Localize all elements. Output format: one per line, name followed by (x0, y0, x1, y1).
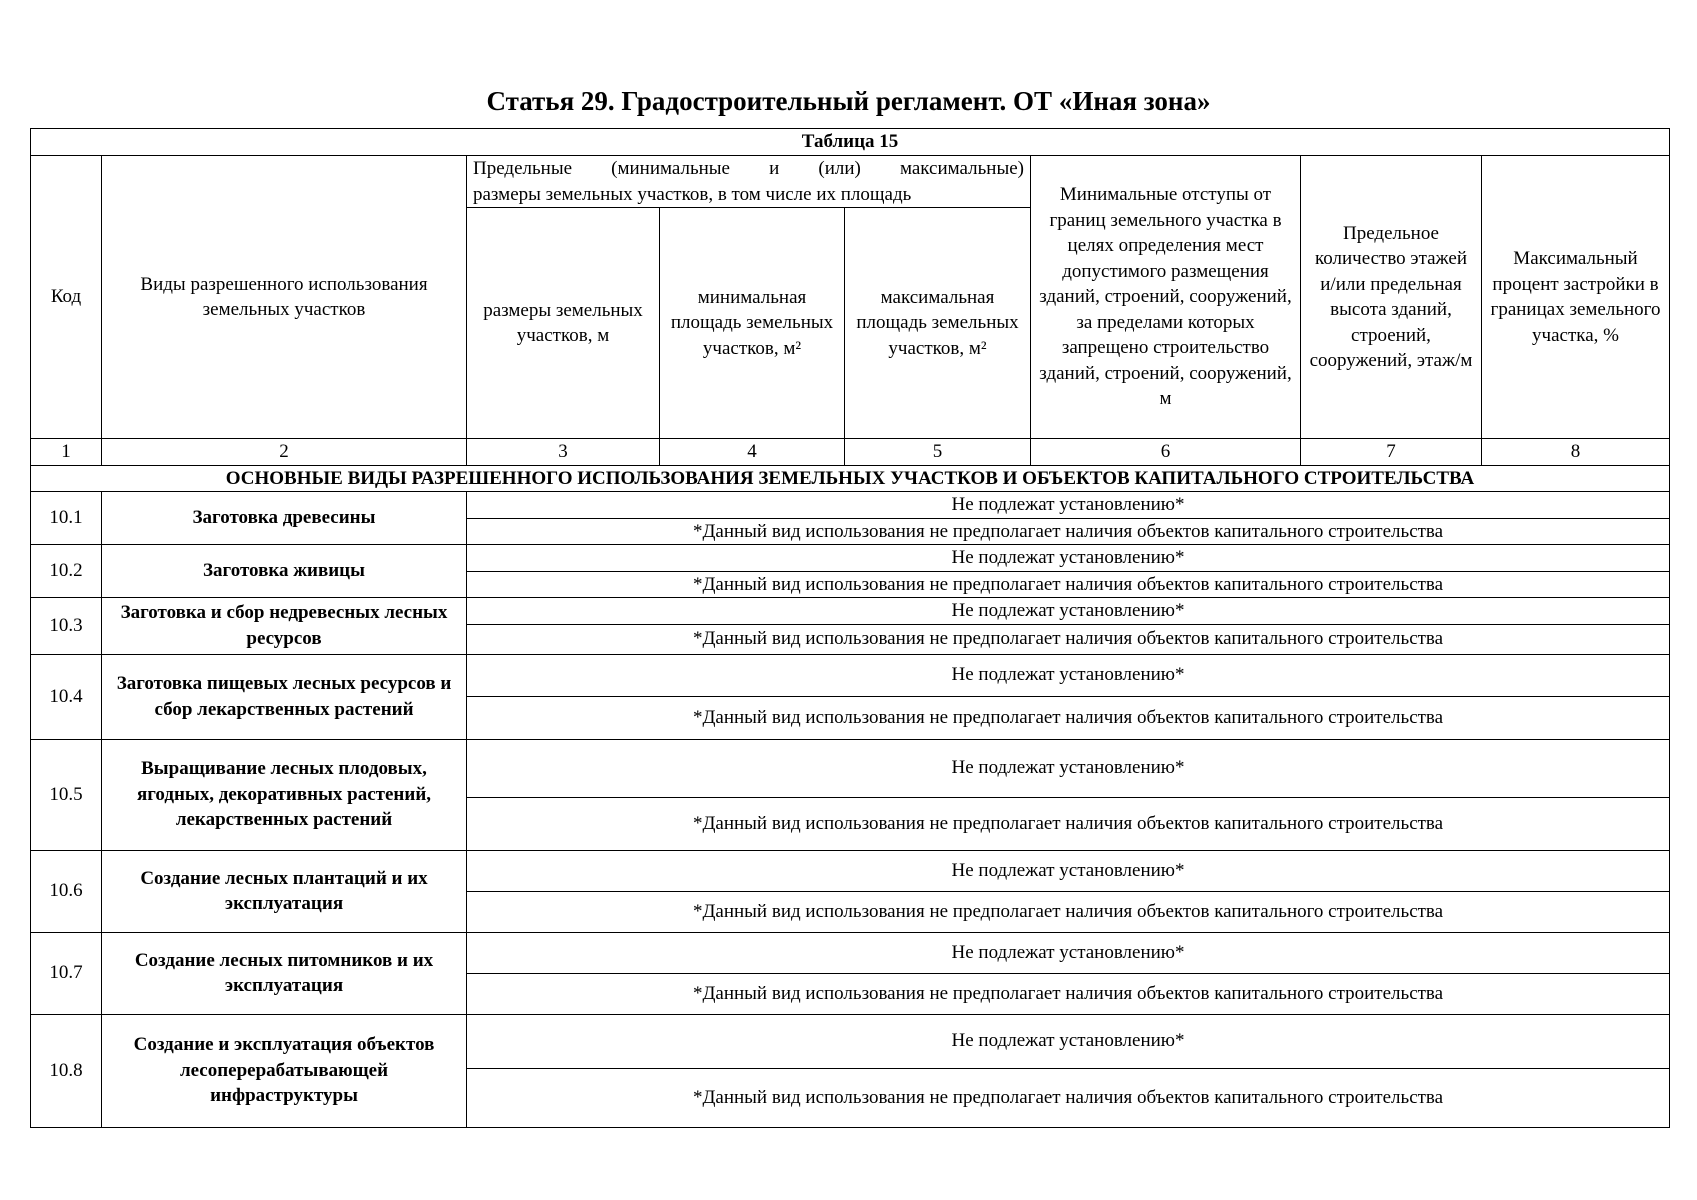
header-max-area: максимальная площадь земельных участков, м² (845, 208, 1031, 439)
table-row (31, 932, 1670, 973)
row-note: *Данный вид использования не предполагает наличия объектов капитального строительства (467, 1068, 1670, 1127)
header-min-area: минимальная площадь земельных участков, м² (660, 208, 845, 439)
table-row (31, 545, 1670, 572)
header-limits-group (467, 156, 1031, 208)
header-limits-line2: размеры земельных участков, в том числе их площадь (473, 183, 912, 205)
header-use: Виды разрешенного использования земельных участков (102, 156, 467, 439)
table-row (31, 739, 1670, 797)
column-number: 4 (660, 439, 845, 466)
section-row (31, 465, 1670, 492)
row-use-name: Заготовка и сбор недревесных лесных ресурсов (102, 598, 467, 655)
column-numbers-row (31, 439, 1670, 466)
row-code: 10.3 (31, 598, 102, 655)
caption-row (31, 129, 1670, 156)
row-note: *Данный вид использования не предполагает наличия объектов капитального строительства (467, 797, 1670, 850)
row-code: 10.6 (31, 850, 102, 932)
row-code: 10.7 (31, 932, 102, 1014)
table-row (31, 598, 1670, 625)
header-coverage: Максимальный процент застройки в границах земельного участка, % (1482, 156, 1670, 439)
row-note: *Данный вид использования не предполагает наличия объектов капитального строительства (467, 518, 1670, 545)
table-row (31, 1014, 1670, 1068)
row-value: Не подлежат установлению* (467, 932, 1670, 973)
section-title: ОСНОВНЫЕ ВИДЫ РАЗРЕШЕННОГО ИСПОЛЬЗОВАНИЯ ЗЕМЕЛЬНЫХ УЧАСТКОВ И ОБЪЕКТОВ КАПИТАЛЬНОГО СТРОИТЕЛЬСТВА (31, 465, 1670, 492)
row-note: *Данный вид использования не предполагает наличия объектов капитального строительства (467, 624, 1670, 654)
row-code: 10.2 (31, 545, 102, 598)
page-title: Статья 29. Градостроительный регламент. ОТ «Иная зона» (486, 86, 1211, 116)
column-number: 7 (1301, 439, 1482, 466)
row-code: 10.5 (31, 739, 102, 850)
row-note: *Данный вид использования не предполагает наличия объектов капитального строительства (467, 973, 1670, 1014)
header-limits-line1: Предельные (минимальные и (или) максимальные) (473, 158, 1024, 179)
regulation-table (30, 128, 1670, 1128)
row-use-name: Заготовка пищевых лесных ресурсов и сбор лекарственных растений (102, 654, 467, 739)
header-setbacks: Минимальные отступы от границ земельного участка в целях определения мест допустимого размещения зданий, строений, сооружений, за пределами которых запрещено строительство зданий, строений, сооружений, м (1031, 156, 1301, 439)
row-value: Не подлежат установлению* (467, 598, 1670, 625)
row-use-name: Создание лесных питомников и их эксплуатация (102, 932, 467, 1014)
row-value: Не подлежат установлению* (467, 739, 1670, 797)
row-use-name: Создание лесных плантаций и их эксплуатация (102, 850, 467, 932)
row-code: 10.8 (31, 1014, 102, 1127)
column-number: 8 (1482, 439, 1670, 466)
table-caption: Таблица 15 (31, 129, 1670, 156)
column-number: 6 (1031, 439, 1301, 466)
row-value: Не подлежат установлению* (467, 654, 1670, 696)
table-row (31, 850, 1670, 891)
row-value: Не подлежат установлению* (467, 1014, 1670, 1068)
header-row-1 (31, 156, 1670, 208)
header-floors: Предельное количество этажей и/или предельная высота зданий, строений, сооружений, этаж/м (1301, 156, 1482, 439)
column-number: 5 (845, 439, 1031, 466)
row-note: *Данный вид использования не предполагает наличия объектов капитального строительства (467, 891, 1670, 932)
row-use-name: Заготовка живицы (102, 545, 467, 598)
row-value: Не подлежат установлению* (467, 492, 1670, 519)
row-use-name: Выращивание лесных плодовых, ягодных, декоративных растений, лекарственных растений (102, 739, 467, 850)
table-row (31, 492, 1670, 519)
row-code: 10.4 (31, 654, 102, 739)
row-note: *Данный вид использования не предполагает наличия объектов капитального строительства (467, 571, 1670, 598)
row-value: Не подлежат установлению* (467, 545, 1670, 572)
table-row (31, 654, 1670, 696)
column-number: 2 (102, 439, 467, 466)
column-number: 1 (31, 439, 102, 466)
header-size: размеры земельных участков, м (467, 208, 660, 439)
header-code: Код (31, 156, 102, 439)
row-use-name: Заготовка древесины (102, 492, 467, 545)
row-note: *Данный вид использования не предполагает наличия объектов капитального строительства (467, 696, 1670, 739)
row-code: 10.1 (31, 492, 102, 545)
row-use-name: Создание и эксплуатация объектов лесоперерабатывающей инфраструктуры (102, 1014, 467, 1127)
row-value: Не подлежат установлению* (467, 850, 1670, 891)
column-number: 3 (467, 439, 660, 466)
